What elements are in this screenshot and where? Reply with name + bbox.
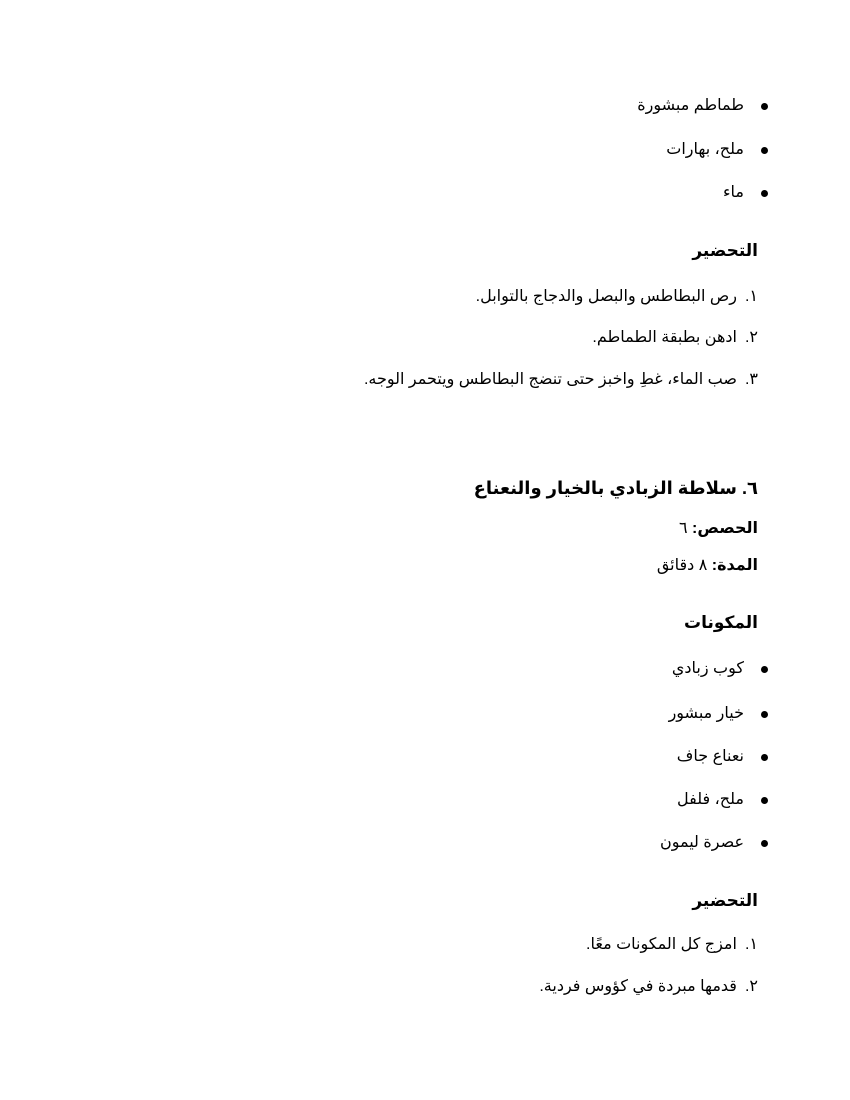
ingredient-text: ماء bbox=[723, 184, 744, 201]
step-text: قدمها مبردة في كؤوس فردية. bbox=[539, 978, 737, 995]
step-number: ١. bbox=[744, 288, 758, 305]
bullet-icon bbox=[761, 754, 768, 761]
step-text: ادهن بطبقة الطماطم. bbox=[592, 329, 737, 346]
list-item bbox=[666, 140, 744, 160]
ingredient-text: ملح، بهارات bbox=[666, 141, 744, 158]
preparation-step bbox=[586, 935, 758, 955]
bullet-icon bbox=[761, 711, 768, 718]
ingredient-text: ملح، فلفل bbox=[677, 791, 744, 808]
preparation-heading: التحضير bbox=[692, 891, 758, 910]
step-text: امزج كل المكونات معًا. bbox=[586, 936, 737, 953]
ingredient-text: عصرة ليمون bbox=[659, 834, 744, 851]
ingredient-text: خيار مبشور bbox=[668, 705, 744, 722]
duration-label: المدة: bbox=[711, 557, 758, 574]
servings-label: الحصص: bbox=[692, 520, 758, 537]
preparation-step bbox=[539, 977, 758, 997]
step-text: صب الماء، غطِ واخبز حتى تنضج البطاطس ويتحمر الوجه. bbox=[363, 371, 737, 388]
servings-value: ٦ bbox=[679, 520, 688, 537]
bullet-icon bbox=[761, 797, 768, 804]
preparation-step bbox=[364, 370, 758, 390]
recipe-title: ٦. سلاطة الزبادي بالخيار والنعناع bbox=[473, 478, 758, 498]
ingredient-text: نعناع جاف bbox=[676, 748, 744, 765]
list-item bbox=[669, 704, 744, 724]
list-item bbox=[677, 747, 744, 767]
preparation-step bbox=[476, 287, 758, 307]
ingredients-heading: المكونات bbox=[683, 613, 758, 632]
list-item bbox=[677, 790, 744, 810]
ingredient-text: طماطم مبشورة bbox=[637, 97, 744, 114]
duration-value: ٨ دقائق bbox=[656, 557, 708, 574]
servings-line bbox=[679, 519, 758, 539]
ingredient-text: كوب زبادي bbox=[671, 660, 744, 677]
list-item bbox=[672, 659, 744, 679]
preparation-step bbox=[592, 328, 758, 348]
preparation-heading: التحضير bbox=[692, 241, 758, 260]
bullet-icon bbox=[761, 190, 768, 197]
step-number: ١. bbox=[744, 936, 758, 953]
step-text: رص البطاطس والبصل والدجاج بالتوابل. bbox=[475, 288, 737, 305]
step-number: ٣. bbox=[744, 371, 758, 388]
list-item bbox=[660, 833, 744, 853]
step-number: ٢. bbox=[744, 329, 758, 346]
duration-line bbox=[657, 556, 758, 576]
list-item bbox=[723, 183, 744, 203]
bullet-icon bbox=[761, 147, 768, 154]
list-item bbox=[637, 96, 744, 116]
step-number: ٢. bbox=[744, 978, 758, 995]
bullet-icon bbox=[761, 666, 768, 673]
bullet-icon bbox=[761, 840, 768, 847]
bullet-icon bbox=[761, 103, 768, 110]
